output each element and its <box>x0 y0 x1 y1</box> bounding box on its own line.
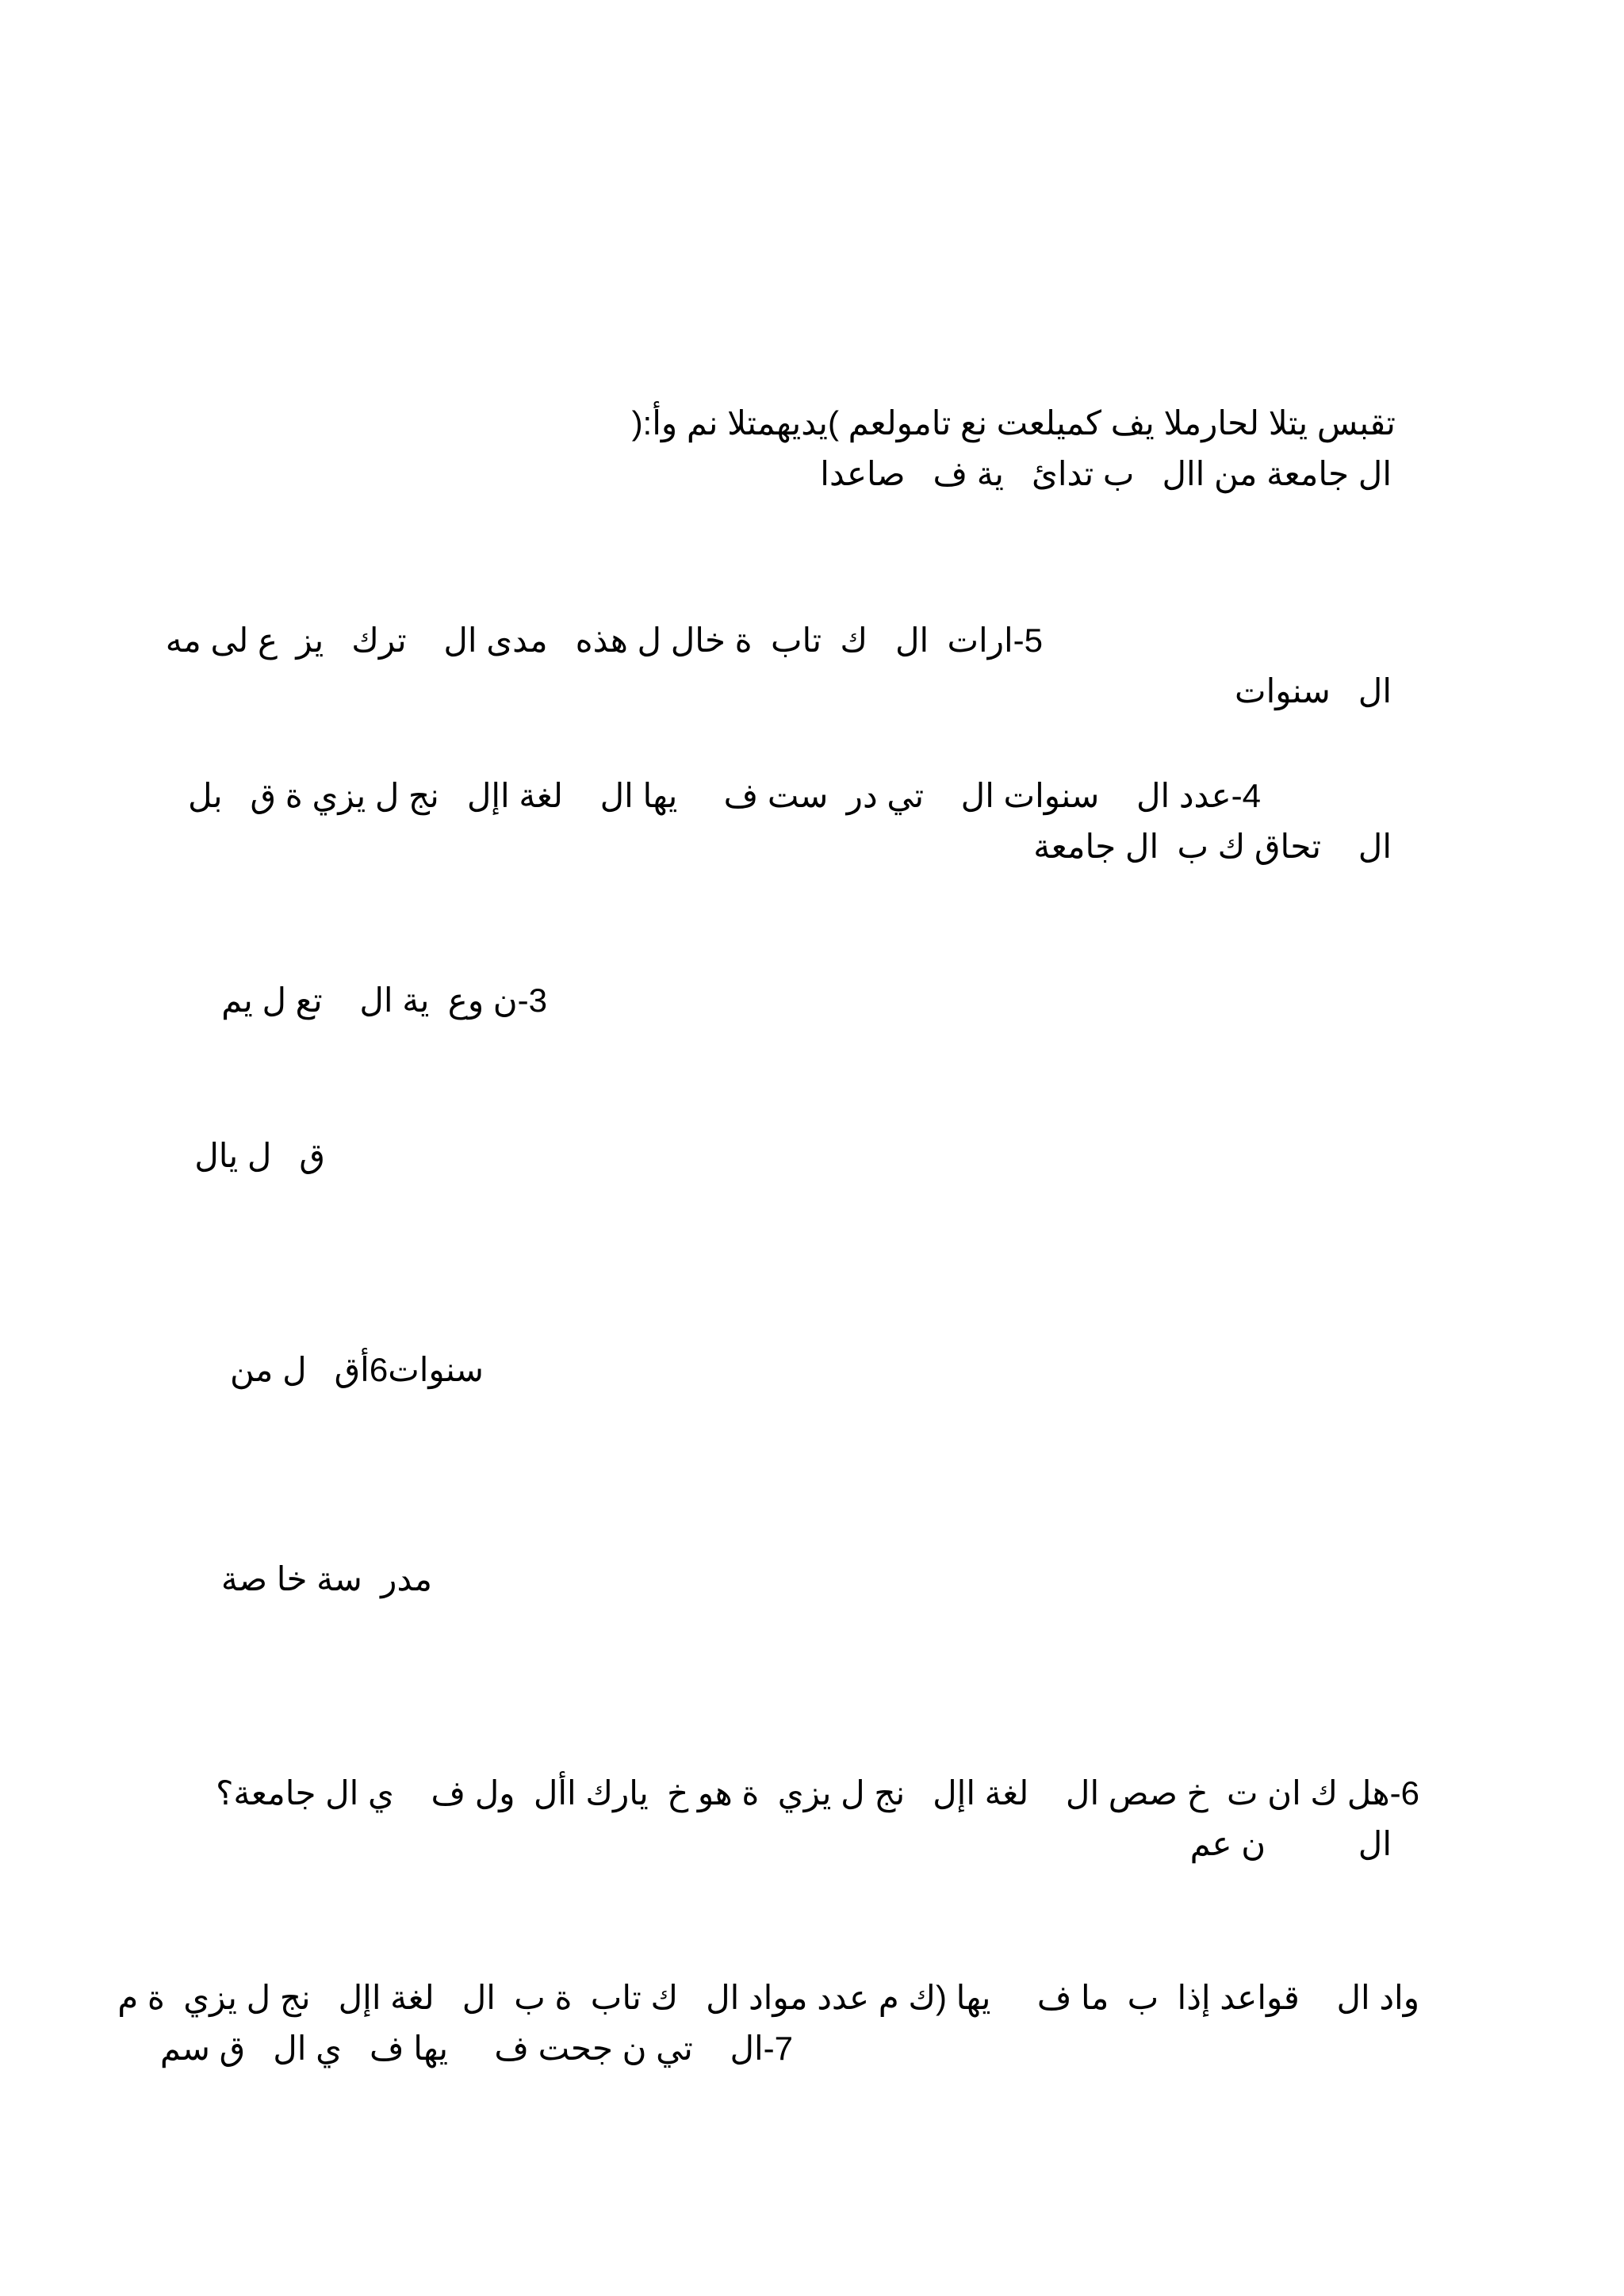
text-line-7: 3-ن وع ية ال تع ل يم <box>221 982 547 1019</box>
text-line-12: ال ن عم <box>1189 1825 1392 1862</box>
text-line-1: تقبس يتلا لحارملا يف كميلعت نع تامولعم )يديهمتلا نم وأ:( <box>631 404 1396 442</box>
text-line-2: ال جامعة من اال ب تدائ ية ف صاعدا <box>820 455 1392 492</box>
text-line-10: مدر سة خا صة <box>220 1560 432 1598</box>
text-line-9: سنوات6أق ل من <box>229 1351 484 1388</box>
text-line-3: 5-ارات ال ك تاب ة خال ل هذه مدى ال ترك يز ع لى مه <box>165 622 1043 659</box>
text-line-8: ق ل يال <box>194 1137 325 1174</box>
text-line-11: 6-هل ك ان ت خ صص ال لغة اإل نج ل يزي ة هو خ يارك األ ول ف ي ال جامعة؟ <box>216 1774 1419 1812</box>
text-line-5: 4-عدد ال سنوات ال تي در ست ف يها ال لغة اإل نج ل يزي ة ق بل <box>188 777 1261 814</box>
text-line-6: ال تحاق ك ب ال جامعة <box>1033 828 1392 865</box>
text-line-14: 7-ال تي ن جحت ف يها ف ي ال ق سم <box>159 2030 793 2067</box>
text-line-13: واد ال قواعد إذا ب ما ف يها (ك م عدد مواد ال ك تاب ة ب ال لغة اإل نج ل يزي ة م <box>117 1979 1419 2016</box>
text-line-4: ال سنوات <box>1235 672 1392 710</box>
